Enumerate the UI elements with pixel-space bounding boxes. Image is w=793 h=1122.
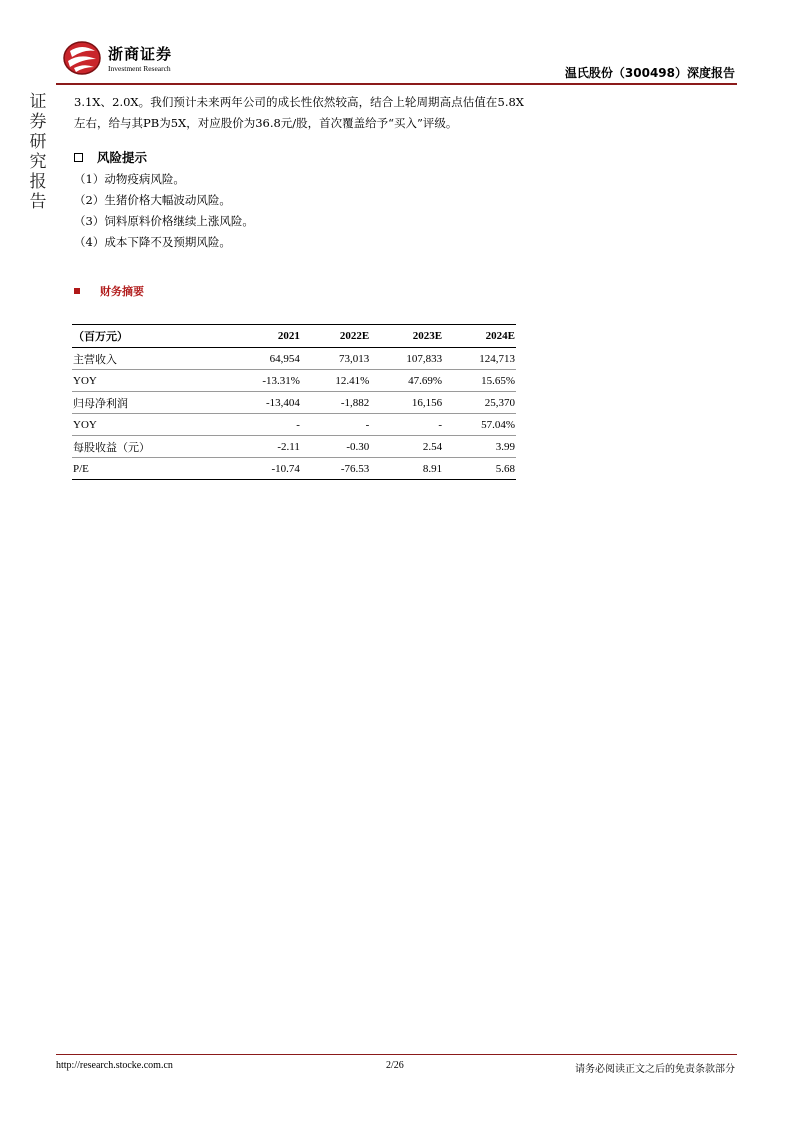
footer-url-link[interactable]: http://research.stocke.com.cn (56, 1060, 173, 1071)
table-row (72, 436, 516, 458)
table-cell: 16,156 (370, 392, 443, 414)
valuation-paragraph: 3.1X、2.0X。我们预计未来两年公司的成长性依然较高，结合上轮周期高点估值在5.8X左右，给与其PB为5X，对应股价为36.8元/股，首次覆盖给予“买入”评级。 (74, 95, 524, 130)
table-cell: 64,954 (225, 348, 301, 370)
table-cell: 107,833 (370, 348, 443, 370)
table-cell: -0.30 (301, 436, 370, 458)
risk-item: （1）动物疫病风险。 (74, 172, 185, 186)
table-cell: 12.41% (301, 370, 370, 392)
risk-title: 风险提示 (97, 150, 148, 165)
company-logo (62, 37, 192, 77)
table-cell: -2.11 (225, 436, 301, 458)
risk-section-heading (74, 147, 524, 167)
financial-summary-table (72, 324, 516, 480)
checkbox-bullet-icon (74, 153, 83, 162)
table-cell: - (225, 414, 301, 436)
table-cell: -13,404 (225, 392, 301, 414)
header-divider (56, 83, 737, 85)
financials-heading (74, 281, 524, 301)
table-row (72, 348, 516, 370)
table-row (72, 392, 516, 414)
row-label: 每股收益（元） (72, 436, 225, 458)
column-header: 2023E (370, 325, 443, 348)
table-cell: 25,370 (443, 392, 516, 414)
side-label: 证券研究报告 (29, 92, 47, 212)
report-title: 温氏股份（300498）深度报告 (564, 66, 735, 80)
risk-list (74, 169, 524, 253)
table-cell: -1,882 (301, 392, 370, 414)
logo-name-cn: 浙商证券 (108, 45, 173, 63)
main-content (74, 92, 524, 301)
table-row (72, 370, 516, 392)
logo-emblem-icon (62, 37, 104, 77)
table-cell: - (370, 414, 443, 436)
row-label: P/E (72, 458, 225, 480)
financials-title: 财务摘要 (100, 285, 144, 298)
column-header: （百万元） (72, 325, 225, 348)
column-header: 2024E (443, 325, 516, 348)
table-cell: 73,013 (301, 348, 370, 370)
row-label: 主营收入 (72, 348, 225, 370)
square-bullet-icon (74, 288, 80, 294)
column-header: 2022E (301, 325, 370, 348)
table-cell: 2.54 (370, 436, 443, 458)
risk-item: （4）成本下降不及预期风险。 (74, 235, 231, 249)
risk-item: （2）生猪价格大幅波动风险。 (74, 193, 231, 207)
table-row (72, 414, 516, 436)
footer-divider (56, 1054, 737, 1055)
table-cell: 15.65% (443, 370, 516, 392)
row-label: 归母净利润 (72, 392, 225, 414)
table-row (72, 458, 516, 480)
table-cell: 124,713 (443, 348, 516, 370)
table-cell: 3.99 (443, 436, 516, 458)
column-header: 2021 (225, 325, 301, 348)
table-cell: 8.91 (370, 458, 443, 480)
risk-item: （3）饲料原料价格继续上涨风险。 (74, 214, 254, 228)
table-cell: -10.74 (225, 458, 301, 480)
disclaimer-note: 请务必阅读正文之后的免责条款部分 (575, 1064, 735, 1075)
page-number: 2/26 (386, 1060, 404, 1071)
logo-name-en: Investment Research (108, 64, 171, 73)
table-cell: 5.68 (443, 458, 516, 480)
row-label: YOY (72, 414, 225, 436)
row-label: YOY (72, 370, 225, 392)
table-cell: -76.53 (301, 458, 370, 480)
table-cell: 47.69% (370, 370, 443, 392)
table-header-row (72, 325, 516, 348)
table-cell: -13.31% (225, 370, 301, 392)
table-cell: - (301, 414, 370, 436)
table-cell: 57.04% (443, 414, 516, 436)
